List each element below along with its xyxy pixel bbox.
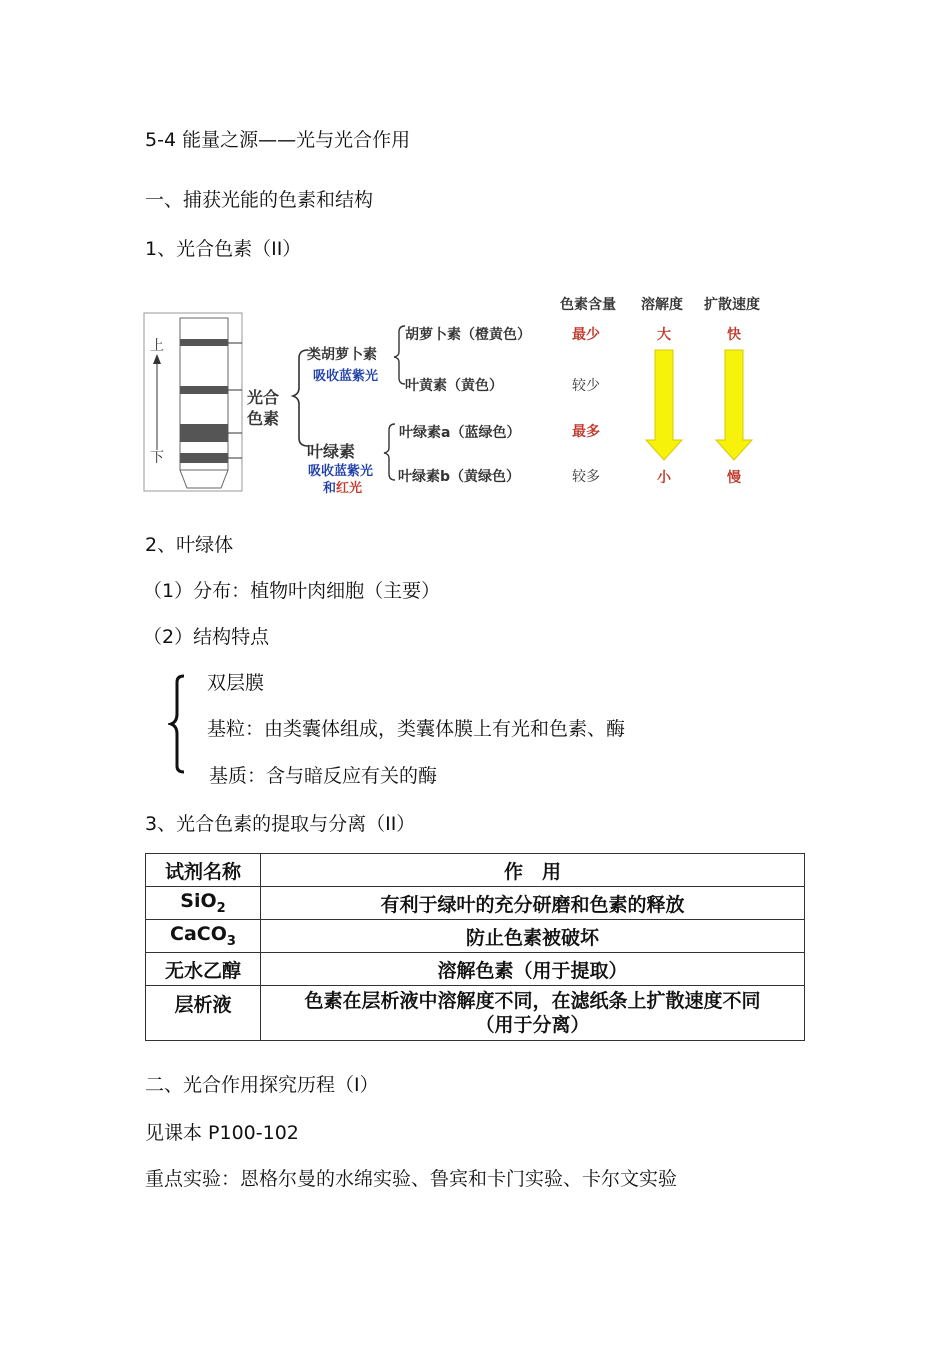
chlorophyll-absorb-2: 和红光	[323, 481, 363, 496]
col-solubility-header: 溶解度	[641, 297, 683, 313]
col-speed-header: 扩散速度	[704, 297, 760, 313]
content-2: 最多	[572, 424, 600, 440]
table-row	[146, 920, 805, 953]
pigment-name-0: 胡萝卜素（橙黄色）	[405, 327, 531, 343]
structure-item-2: 基质：含与暗反应有关的酶	[209, 765, 438, 787]
distribution-line: （1）分布：植物叶肉细胞（主要）	[143, 580, 441, 602]
band-xanthophyll	[180, 386, 228, 394]
key-experiments: 重点实验：恩格尔曼的水绵实验、鲁宾和卡门实验、卡尔文实验	[145, 1168, 678, 1190]
speed-top: 快	[727, 327, 741, 343]
subheading-chloroplast: 2、叶绿体	[145, 534, 234, 556]
header-role: 作 用	[261, 854, 805, 887]
content-3: 较多	[572, 469, 600, 485]
subheading-extraction: 3、光合色素的提取与分离（II）	[145, 813, 416, 835]
carotenoid-brace	[394, 326, 405, 384]
label-top: 上	[150, 338, 164, 354]
reagent-role: 有利于绿叶的充分研磨和色素的释放	[261, 887, 805, 920]
structure-heading: （2）结构特点	[143, 626, 270, 648]
content-0: 最少	[572, 327, 600, 343]
pigment-name-3: 叶绿素b（黄绿色）	[398, 469, 521, 485]
band-chlorophyll-b	[180, 453, 228, 463]
label-bottom: 下	[150, 450, 164, 466]
reagent-role-line-1: 色素在层析液中溶解度不同，在滤纸条上扩散速度不同	[304, 990, 761, 1012]
solubility-arrow	[646, 350, 682, 460]
group-label-1: 光合	[247, 388, 280, 407]
reagent-role-line-2: （用于分离）	[475, 1014, 590, 1036]
reagent-role: 溶解色素（用于提取）	[261, 953, 805, 986]
subheading-pigments: 1、光合色素（II）	[145, 238, 302, 260]
table-header-row	[146, 854, 805, 887]
pigment-name-2: 叶绿素a（蓝绿色）	[399, 425, 521, 441]
direction-arrow-head	[153, 354, 161, 364]
col-content-header: 色素含量	[560, 297, 616, 313]
reagent-table	[145, 853, 805, 1041]
pigment-figure	[143, 288, 783, 498]
reagent-role: 防止色素被破坏	[261, 920, 805, 953]
reagent-name: 无水乙醇	[146, 953, 261, 986]
structure-brace	[168, 672, 190, 776]
reagent-name: SiO$_2$	[146, 887, 261, 920]
group-label-2: 色素	[247, 409, 280, 428]
table-row	[146, 986, 805, 1041]
chlorophyll-label: 叶绿素	[307, 442, 356, 461]
table-row	[146, 953, 805, 986]
content-1: 较少	[572, 378, 600, 394]
main-brace	[293, 350, 308, 446]
speed-bottom: 慢	[727, 470, 741, 486]
solubility-top: 大	[657, 327, 671, 343]
structure-item-0: 双层膜	[207, 672, 265, 694]
structure-item-1: 基粒：由类囊体组成，类囊体膜上有光和色素、酶	[207, 718, 626, 740]
section-heading-1: 一、捕获光能的色素和结构	[145, 189, 374, 211]
pigment-name-1: 叶黄素（黄色）	[405, 378, 503, 394]
chlorophyll-absorb-1: 吸收蓝紫光	[308, 464, 374, 479]
reagent-name: 层析液	[146, 986, 261, 1041]
table-row	[146, 887, 805, 920]
carotenoids-label: 类胡萝卜素	[307, 347, 377, 363]
page-title: 5-4 能量之源——光与光合作用	[145, 129, 411, 151]
strip-base	[180, 470, 228, 488]
reagent-name: CaCO$_3$	[146, 920, 261, 953]
chlorophyll-brace	[384, 424, 395, 480]
textbook-reference: 见课本 P100-102	[145, 1122, 299, 1144]
band-chlorophyll-a	[180, 424, 228, 442]
speed-arrow	[716, 350, 752, 460]
section-heading-2: 二、光合作用探究历程（Ⅰ）	[145, 1074, 379, 1096]
header-reagent-name: 试剂名称	[146, 854, 261, 887]
solubility-bottom: 小	[657, 470, 671, 486]
band-carotene	[180, 339, 228, 346]
carotenoids-absorb: 吸收蓝紫光	[313, 369, 379, 384]
reagent-role	[261, 986, 805, 1041]
